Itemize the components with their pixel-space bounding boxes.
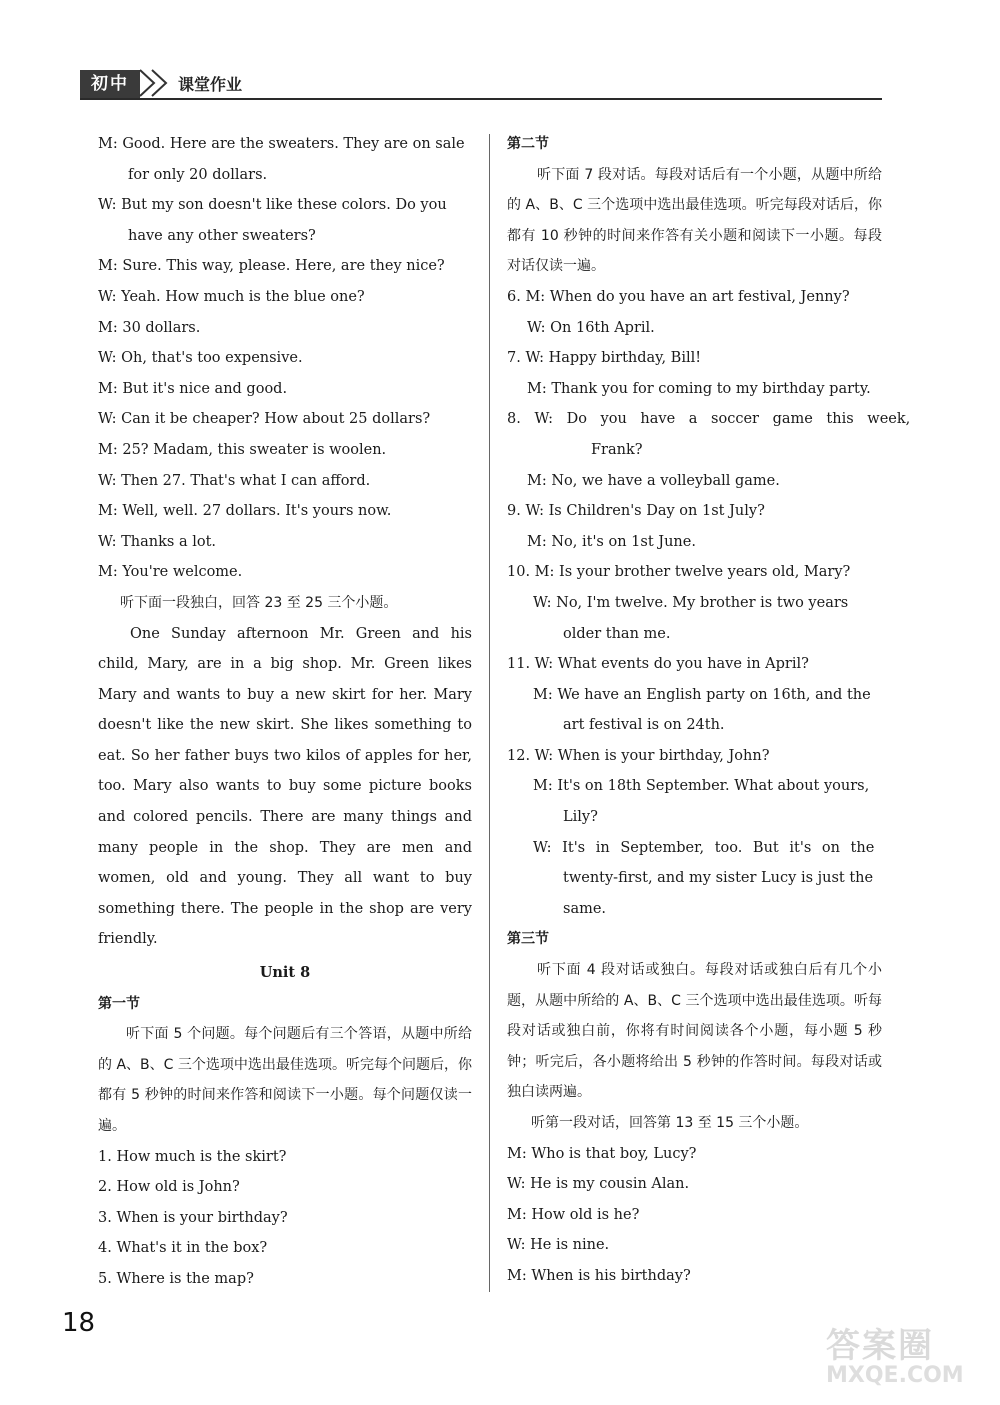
dialog-line: Lily? <box>563 809 598 826</box>
dialog-line: art festival is on 24th. <box>563 717 725 734</box>
dialog-line: M: 30 dollars. <box>98 319 201 336</box>
watermark-bottom: MXQE.COM <box>826 1363 964 1388</box>
dialog-line: older than me. <box>563 625 671 642</box>
question-item: 3. When is your birthday? <box>98 1209 288 1226</box>
watermark-logo <box>826 1318 996 1402</box>
page-number: 18 <box>62 1308 96 1338</box>
section-title: 第三节 <box>507 931 549 948</box>
question-item: 5. Where is the map? <box>98 1270 254 1287</box>
dialog-line: M: But it's nice and good. <box>98 380 288 397</box>
dialog-line: W: He is nine. <box>507 1237 610 1254</box>
header-rule <box>80 98 882 100</box>
dialog-line: M: We have an English party on 16th, and the <box>533 686 871 703</box>
dialog-line: W: On 16th April. <box>527 319 655 336</box>
double-chevron-icon <box>136 68 176 98</box>
dialog-instruction: 听第一段对话，回答第 13 至 15 三个小题。 <box>531 1115 809 1131</box>
dialog-line: for only 20 dollars. <box>128 166 268 183</box>
section-title: 第二节 <box>507 136 549 152</box>
dialog-line: W: Yeah. How much is the blue one? <box>98 288 365 305</box>
watermark-top: 答案圈 <box>826 1326 934 1366</box>
dialog-line: 8. W: Do you have a soccer game this week, <box>507 411 911 428</box>
dialog-line: 9. W: Is Children's Day on 1st July? <box>507 503 765 520</box>
dialog-line: M: How old is he? <box>507 1206 640 1223</box>
dialog-line: Frank? <box>591 441 643 458</box>
dialog-line: M: When is his birthday? <box>507 1267 691 1284</box>
dialog-line: have any other sweaters? <box>128 227 316 244</box>
dialog-line: W: It's in September, too. But it's on the <box>533 839 875 856</box>
section-title: 第一节 <box>98 995 140 1012</box>
dialog-line: same. <box>563 900 607 917</box>
dialog-line: 10. M: Is your brother twelve years old, Mary? <box>507 564 851 581</box>
dialog-line: M: No, we have a volleyball game. <box>527 472 780 489</box>
dialog-line: M: You're welcome. <box>98 564 243 581</box>
page-header <box>80 68 882 100</box>
left-column <box>98 129 472 1295</box>
section-instruction: 听下面 4 段对话或独白。每段对话或独白后有几个小题，从题中所给的 A、B、C 三个选项中选出最佳选项。听每段对话或独白前，你将有时间阅读各个小题，每小题 5 秒钟；听完后，各小题将给出 5 秒钟的作答时间。每段对话或独白读两遍。 <box>507 962 882 1101</box>
dialog-line: 11. W: What events do you have in April? <box>507 656 809 673</box>
header-tab: 初中 <box>80 70 140 98</box>
dialog-line: W: Thanks a lot. <box>98 533 217 550</box>
dialog-line: M: Who is that boy, Lucy? <box>507 1145 697 1162</box>
section-instruction: 听下面 7 段对话。每段对话后有一个小题，从题中所给的 A、B、C 三个选项中选出最佳选项。听完每段对话后，你都有 10 秒钟的时间来作答有关小题和阅读下一小题。每段对话仅读一遍。 <box>507 166 882 275</box>
dialog-line: M: No, it's on 1st June. <box>527 533 696 550</box>
dialog-line: M: 25? Madam, this sweater is woolen. <box>98 441 387 458</box>
dialog-line: 12. W: When is your birthday, John? <box>507 747 770 764</box>
dialog-line: W: Then 27. That's what I can afford. <box>98 472 371 489</box>
dialog-line: M: It's on 18th September. What about yours, <box>533 778 870 795</box>
question-item: 1. How much is the skirt? <box>98 1148 287 1165</box>
dialog-line: twenty-first, and my sister Lucy is just the <box>563 870 874 887</box>
dialog-line: M: Good. Here are the sweaters. They are on sale <box>98 136 465 152</box>
unit-title: Unit 8 <box>259 964 311 982</box>
question-item: 2. How old is John? <box>98 1179 240 1196</box>
dialog-line: W: He is my cousin Alan. <box>507 1176 690 1193</box>
section-instruction: 听下面 5 个问题。每个问题后有三个答语，从题中所给的 A、B、C 三个选项中选出最佳选项。听完每个问题后，你都有 5 秒钟的时间来作答和阅读下一小题。每个问题仅读一遍。 <box>98 1026 472 1134</box>
dialog-line: M: Thank you for coming to my birthday party. <box>527 380 871 397</box>
dialog-line: W: But my son doesn't like these colors. Do you <box>98 197 447 214</box>
monologue-instruction: 听下面一段独白，回答 23 至 25 三个小题。 <box>120 594 398 611</box>
dialog-line: W: Can it be cheaper? How about 25 dollars? <box>98 411 431 428</box>
dialog-line: 6. M: When do you have an art festival, Jenny? <box>507 288 850 305</box>
dialog-line: W: Oh, that's too expensive. <box>98 350 303 367</box>
column-divider <box>489 134 490 1292</box>
right-column <box>507 129 911 1292</box>
dialog-line: M: Sure. This way, please. Here, are they nice? <box>98 258 445 275</box>
dialog-line: M: Well, well. 27 dollars. It's yours now. <box>98 503 392 520</box>
question-item: 4. What's it in the box? <box>98 1240 268 1257</box>
dialog-line: W: No, I'm twelve. My brother is two years <box>533 594 849 611</box>
header-title: 课堂作业 <box>178 75 243 94</box>
monologue-text: One Sunday afternoon Mr. Green and his child, Mary, are in a big shop. Mr. Green likes Mary and wants to buy a new skirt for her. Mary doesn't like the new skirt. She likes something to eat. So her father buys two kilos of apples for her, too. Mary also wants to buy some picture books and colored pencils. There are many things and many people in the shop. They are men and women, old and young. They all want to buy something there. The people in the shop are very friendly. <box>98 625 472 948</box>
dialog-line: 7. W: Happy birthday, Bill! <box>507 350 702 367</box>
